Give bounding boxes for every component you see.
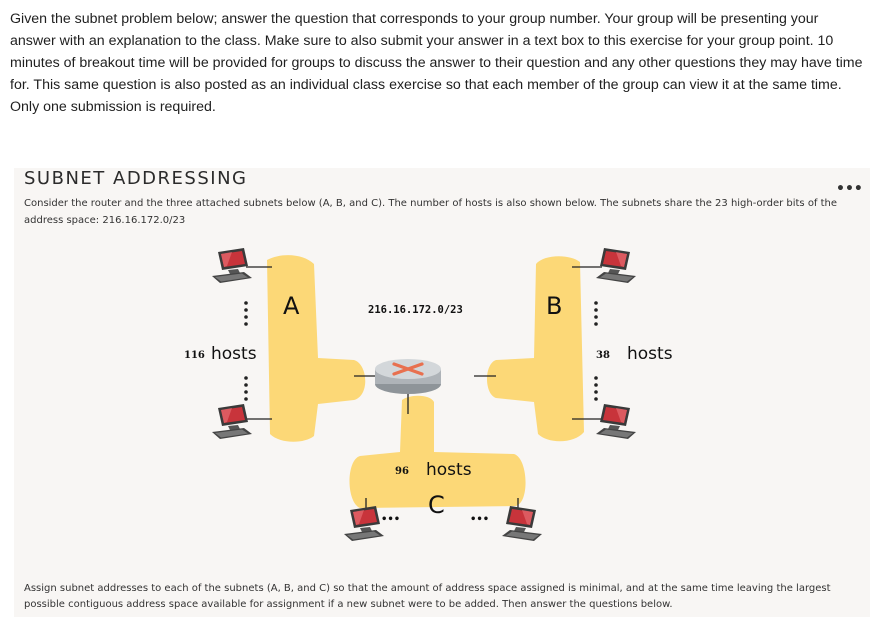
ellipsis-horizontal: ••• [381,514,401,525]
computer-icon [596,248,636,283]
card-description: Consider the router and the three attached subnets below (A, B, and C). The number of hosts is also shown below. The subnets share the 23 high-order bits of the address space: 216.16.172.0/23 [24,198,838,226]
subnet-card [14,168,870,617]
subnet-c-label: C [428,491,445,519]
network-diagram [14,168,870,617]
subnet-c-host-word: hosts [426,460,472,480]
subnet-a-host-count: 116 [184,350,205,361]
card-footer-text: Assign subnet addresses to each of the subnets (A, B, and C) so that the amount of address space assigned is minimal, and at the same time leaving the largest possible contiguous address space available for assignment if a new subnet were to be added. Then answer the questions below. [24,583,831,610]
subnet-b-region [487,256,584,441]
computer-icon [502,506,542,541]
card-title: SUBNET ADDRESSING [24,168,248,189]
subnet-b-label: B [546,292,563,320]
ellipsis-horizontal: ••• [470,514,490,525]
computer-icon [344,506,384,541]
subnet-a-region [267,255,365,442]
network-address: 216.16.172.0/23 [368,304,463,316]
subnet-a-host-word: hosts [211,344,257,364]
subnet-b-host-word: hosts [627,344,673,364]
subnet-b-host-count: 38 [596,350,610,361]
subnet-c-host-count: 96 [395,466,409,477]
router-icon [375,359,441,394]
intro-text: Given the subnet problem below; answer the question that corresponds to your group number. Your group will be presenting your answer with an explanation to the class. Make sure to also submit your answer in a text box to this exercise for your group point. 10 minutes of breakout time will be provided for groups to discuss the answer to their question and any other questions they may have time for. This same question is also posted as an individual class exercise so that each member of the group can view it at the same time. Only one submission is required. [10,11,863,115]
computer-icon [212,404,252,439]
computer-icon [596,404,636,439]
more-options-button[interactable]: ••• [836,181,863,197]
computer-icon [212,248,252,283]
subnet-a-label: A [283,292,300,320]
